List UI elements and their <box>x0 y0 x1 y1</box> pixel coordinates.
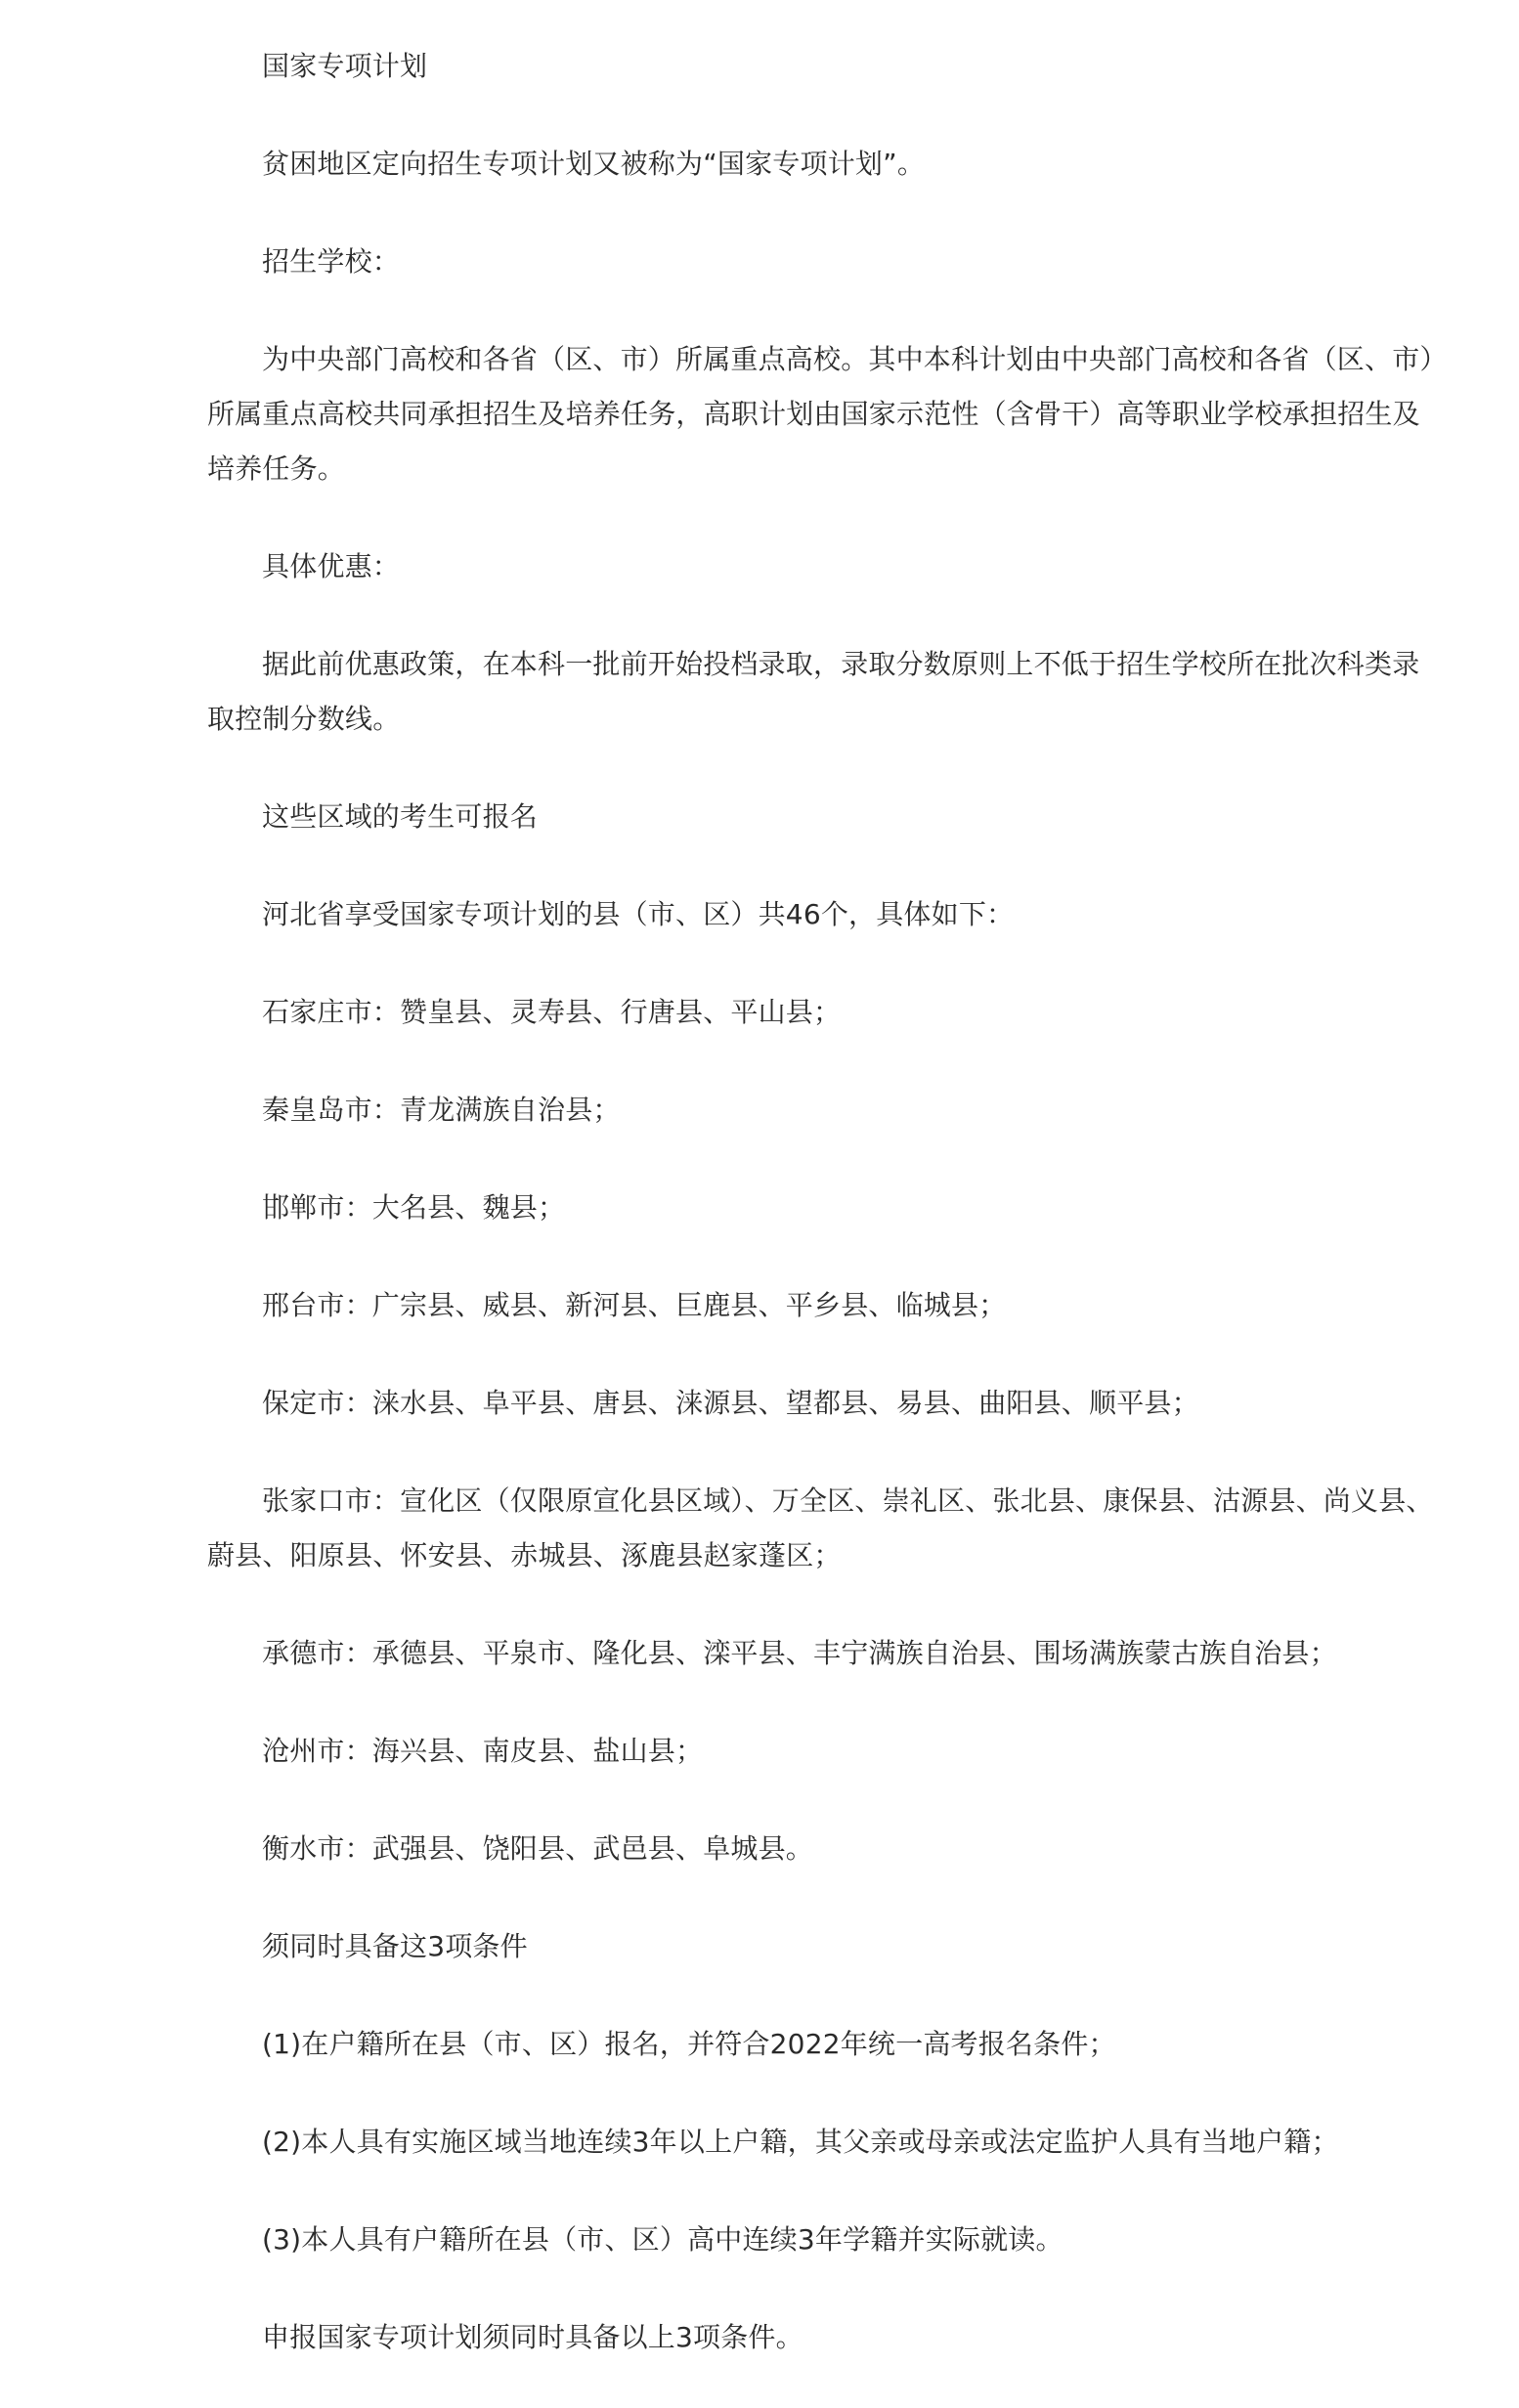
intro-paragraph: 贫困地区定向招生专项计划又被称为“国家专项计划”。 <box>262 148 926 180</box>
region-zhangjiakou: 张家口市：宣化区（仅限原宣化县区域）、万全区、崇礼区、张北县、康保县、沽源县、尚义县、蔚县、阳原县、怀安县、赤城县、涿鹿县赵家蓬区； <box>207 1484 1434 1571</box>
region-cangzhou: 沧州市：海兴县、南皮县、盐山县； <box>262 1735 704 1767</box>
region-qinhuangdao: 秦皇岛市：青龙满族自治县； <box>262 1094 621 1126</box>
section-heading-schools: 招生学校： <box>262 245 401 278</box>
condition-1: (1)在户籍所在县（市、区）报名，并符合2022年统一高考报名条件； <box>262 2028 1116 2060</box>
benefits-paragraph: 据此前优惠政策，在本科一批前开始投档录取，录取分数原则上不低于招生学校所在批次科类录取控制分数线。 <box>207 648 1420 735</box>
article-body <box>207 39 1443 2408</box>
region-hengshui: 衡水市：武强县、饶阳县、武邑县、阜城县。 <box>262 1832 814 1865</box>
region-handan: 邯郸市：大名县、魏县； <box>262 1191 566 1224</box>
article-title-paragraph: 国家专项计划 <box>262 50 428 82</box>
region-shijiazhuang: 石家庄市：赞皇县、灵寿县、行唐县、平山县； <box>262 996 842 1028</box>
regions-intro-paragraph: 河北省享受国家专项计划的县（市、区）共46个，具体如下： <box>262 898 1015 930</box>
region-xingtai: 邢台市：广宗县、威县、新河县、巨鹿县、平乡县、临城县； <box>262 1289 1007 1321</box>
section-heading-benefits: 具体优惠： <box>262 550 401 582</box>
closing-paragraph: 申报国家专项计划须同时具备以上3项条件。 <box>262 2321 803 2353</box>
region-chengde: 承德市：承德县、平泉市、隆化县、滦平县、丰宁满族自治县、围场满族蒙古族自治县； <box>262 1637 1337 1669</box>
section-heading-conditions: 须同时具备这3项条件 <box>262 1930 528 1962</box>
condition-3: (3)本人具有户籍所在县（市、区）高中连续3年学籍并实际就读。 <box>262 2223 1063 2256</box>
section-heading-regions: 这些区域的考生可报名 <box>262 800 539 833</box>
condition-2: (2)本人具有实施区域当地连续3年以上户籍，其父亲或母亲或法定监护人具有当地户籍； <box>262 2126 1339 2158</box>
region-baoding: 保定市：涞水县、阜平县、唐县、涞源县、望都县、易县、曲阳县、顺平县； <box>262 1387 1199 1419</box>
schools-paragraph: 为中央部门高校和各省（区、市）所属重点高校。其中本科计划由中央部门高校和各省（区、市）所属重点高校共同承担招生及培养任务，高职计划由国家示范性（含骨干）高等职业学校承担招生及培养任务。 <box>207 343 1434 485</box>
